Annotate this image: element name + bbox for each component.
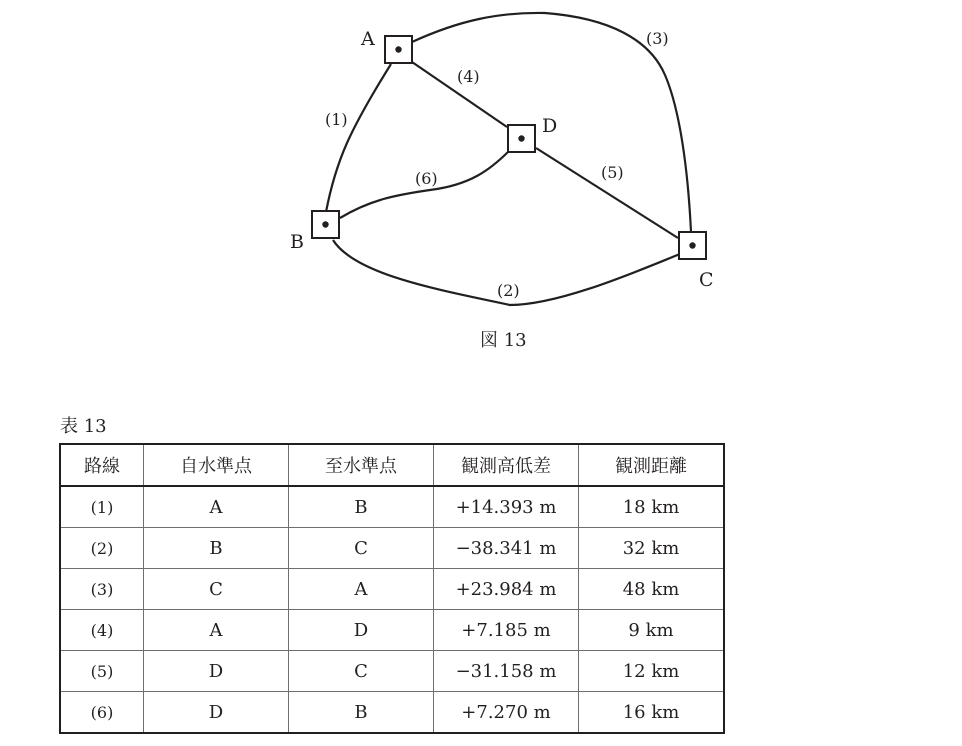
benchmark-B <box>312 211 339 238</box>
cell-height-diff: +23.984 m <box>434 569 579 610</box>
header-to-benchmark: 至水準点 <box>289 444 434 486</box>
route-lines <box>326 13 691 305</box>
route-1-line <box>326 64 391 212</box>
cell-height-diff: −31.158 m <box>434 651 579 692</box>
table-caption: 表 13 <box>60 416 107 437</box>
cell-distance: 9 km <box>579 610 725 651</box>
route-label-3: (3) <box>646 29 669 48</box>
table-row <box>60 528 724 569</box>
header-from-benchmark: 自水準点 <box>144 444 289 486</box>
cell-to: C <box>289 651 434 692</box>
cell-from: C <box>144 569 289 610</box>
cell-route: (6) <box>60 692 144 734</box>
cell-height-diff: +14.393 m <box>434 486 579 528</box>
route-label-4: (4) <box>457 67 480 86</box>
table-row <box>60 610 724 651</box>
benchmark-A <box>385 36 412 63</box>
cell-route: (3) <box>60 569 144 610</box>
cell-to: D <box>289 610 434 651</box>
table-row <box>60 651 724 692</box>
cell-to: B <box>289 692 434 734</box>
cell-to: C <box>289 528 434 569</box>
cell-height-diff: +7.270 m <box>434 692 579 734</box>
cell-distance: 48 km <box>579 569 725 610</box>
header-route: 路線 <box>60 444 144 486</box>
cell-distance: 12 km <box>579 651 725 692</box>
cell-route: (5) <box>60 651 144 692</box>
cell-route: (2) <box>60 528 144 569</box>
cell-from: A <box>144 486 289 528</box>
cell-to: A <box>289 569 434 610</box>
route-label-5: (5) <box>601 163 624 182</box>
cell-route: (4) <box>60 610 144 651</box>
header-observed-height-diff: 観測高低差 <box>434 444 579 486</box>
observation-table <box>59 443 725 734</box>
point-label-A: A <box>361 28 375 50</box>
table-row <box>60 486 724 528</box>
cell-distance: 32 km <box>579 528 725 569</box>
cell-from: A <box>144 610 289 651</box>
route-label-6: (6) <box>415 169 438 188</box>
route-label-1: (1) <box>325 110 348 129</box>
cell-height-diff: −38.341 m <box>434 528 579 569</box>
cell-distance: 18 km <box>579 486 725 528</box>
table-header-row <box>60 444 724 486</box>
cell-route: (1) <box>60 486 144 528</box>
point-label-B: B <box>290 231 304 253</box>
figure-caption: 図 13 <box>480 330 527 351</box>
point-label-C: C <box>699 269 714 291</box>
leveling-network-figure <box>0 0 962 370</box>
cell-height-diff: +7.185 m <box>434 610 579 651</box>
cell-distance: 16 km <box>579 692 725 734</box>
cell-to: B <box>289 486 434 528</box>
route-label-2: (2) <box>497 281 520 300</box>
table-row <box>60 569 724 610</box>
route-5-line <box>536 148 678 238</box>
benchmark-C <box>679 232 706 259</box>
cell-from: B <box>144 528 289 569</box>
cell-from: D <box>144 651 289 692</box>
table-row <box>60 692 724 734</box>
point-label-D: D <box>542 115 558 137</box>
benchmark-D <box>508 125 535 152</box>
cell-from: D <box>144 692 289 734</box>
header-observed-distance: 観測距離 <box>579 444 725 486</box>
